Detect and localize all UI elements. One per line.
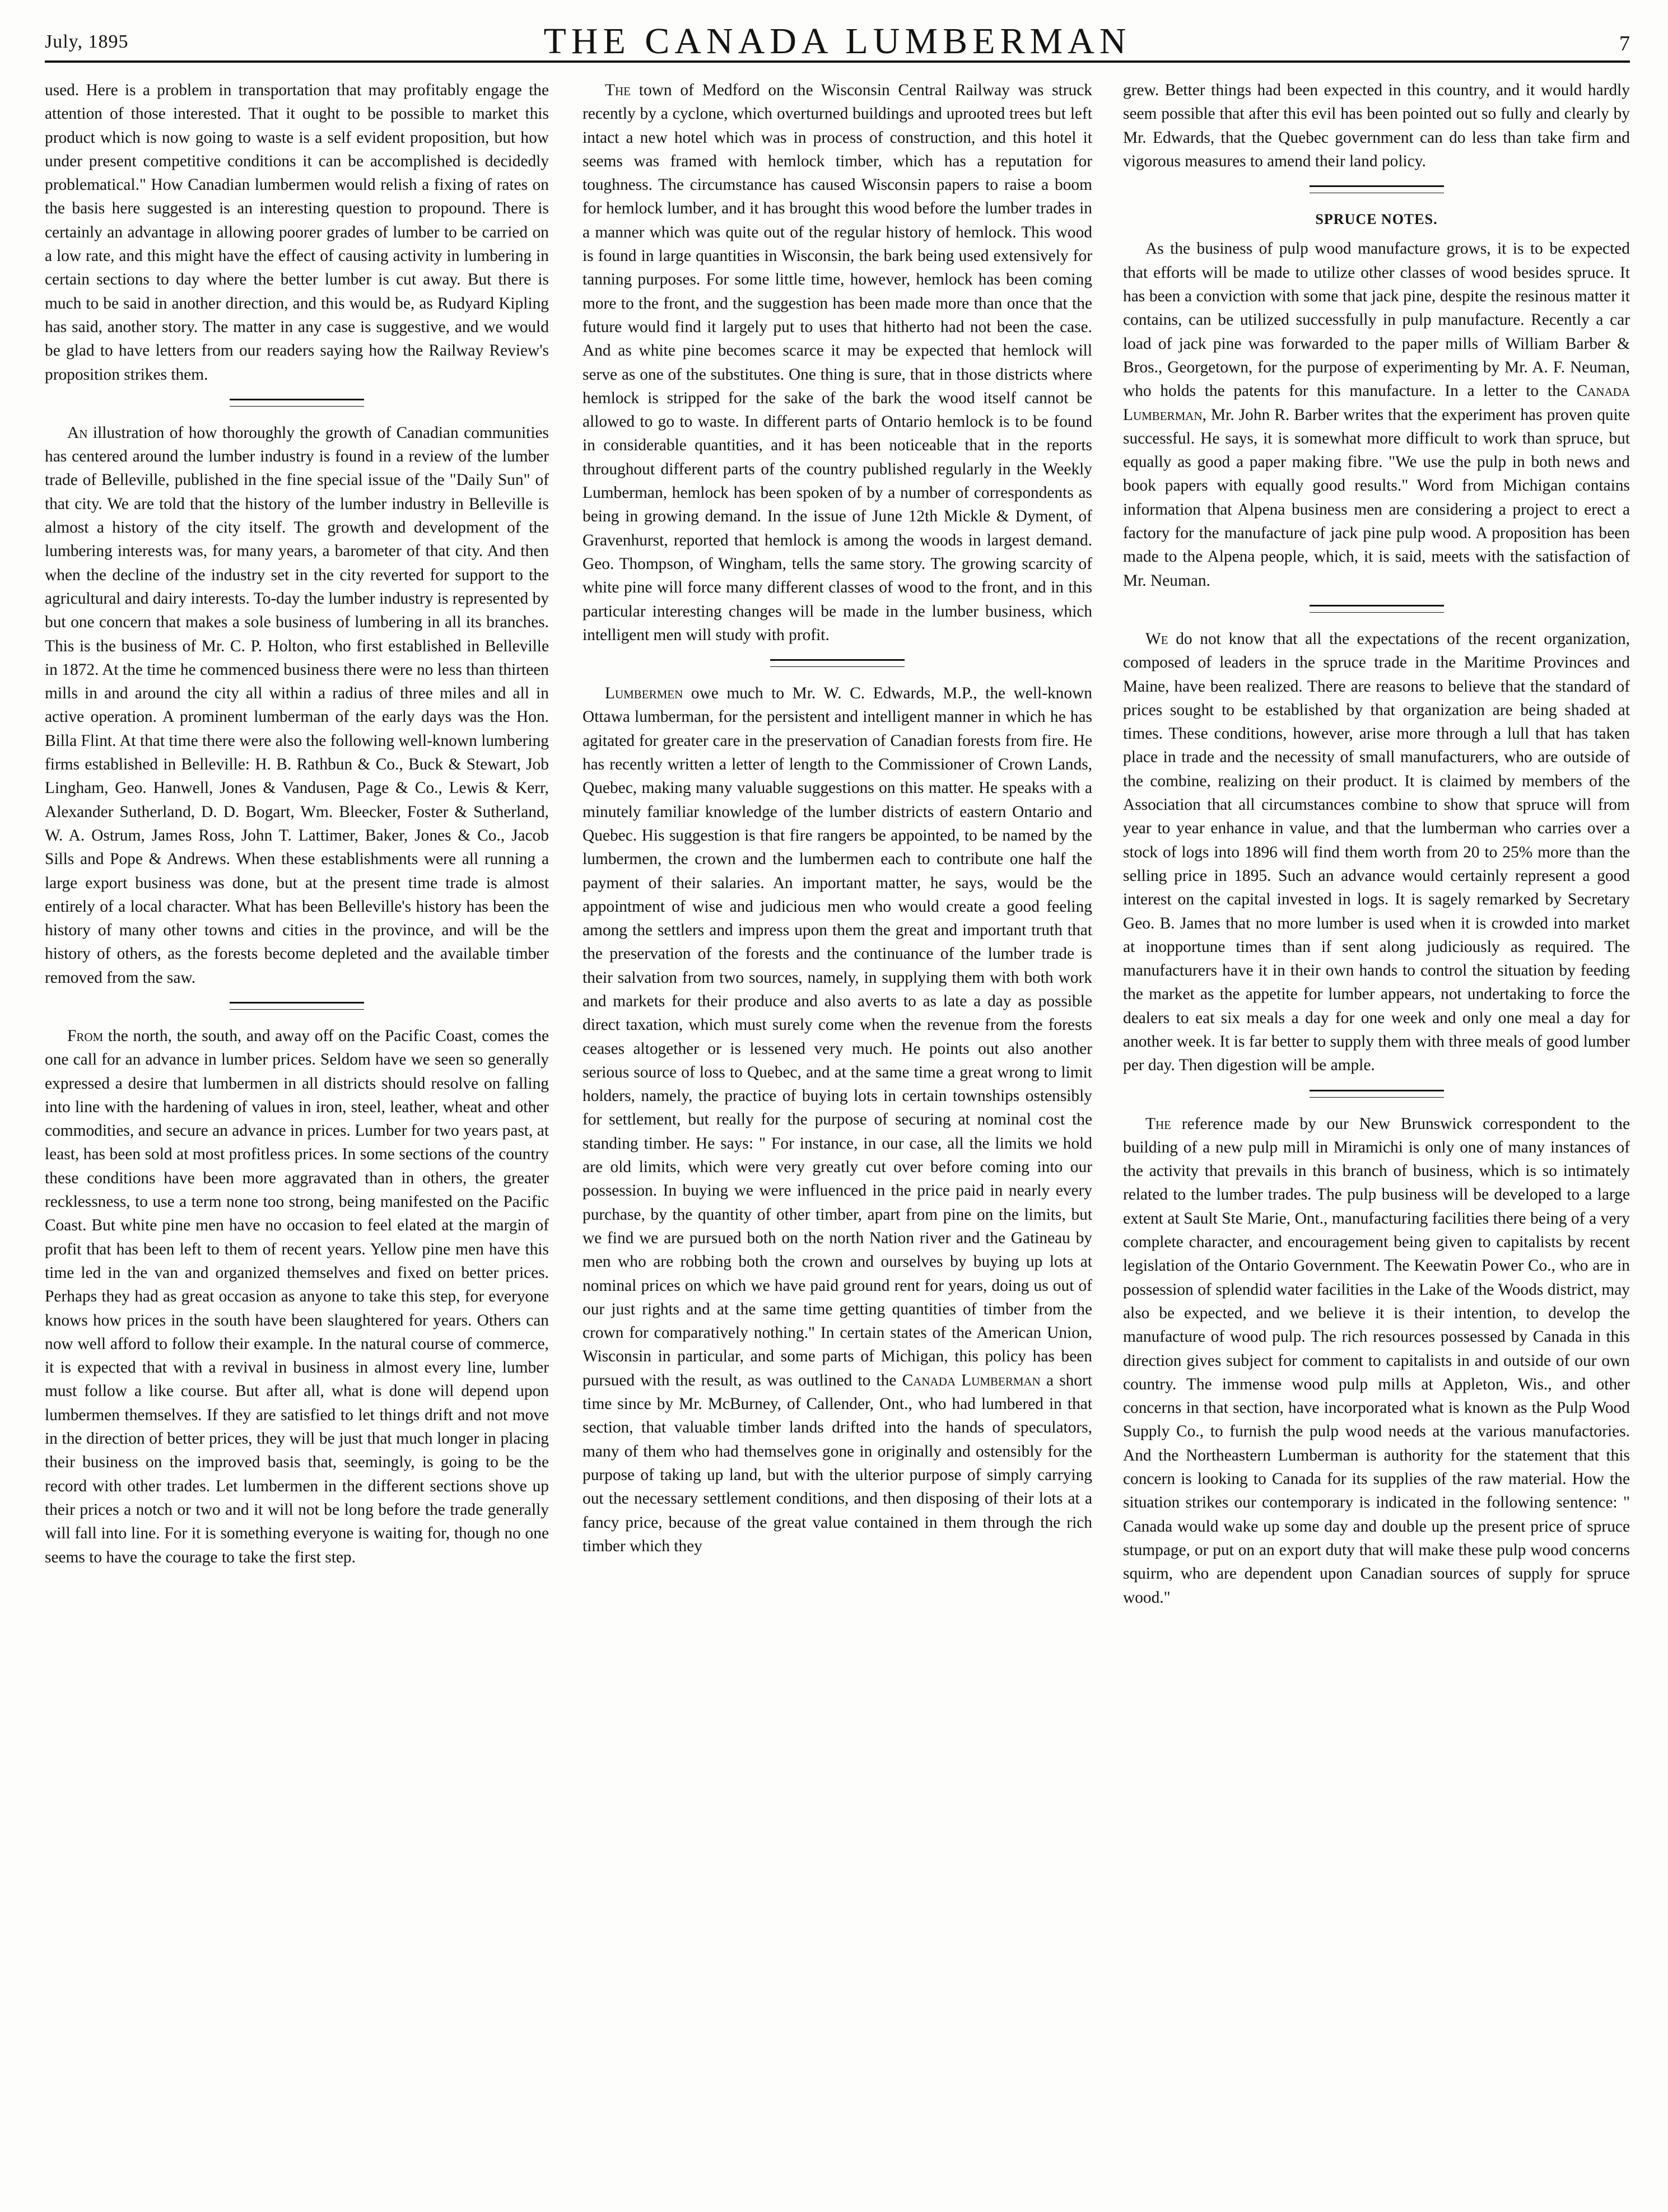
article-jack-pine-pulp: As the business of pulp wood manufacture grows, it is to be expected that efforts will be made to utilize other classes of wood besides spruce. It has been a conviction with some that jack pine, despite the resinous matter it contains, can be utilized successfully in pulp manufacture. Recently a car load of jack pine was forwarded to the paper mills of William Barber & Bros., Georgetown, for the purpose of experimenting by Mr. A. F. Neuman, who holds the patents for this manufacture. In a letter to the Canada Lumberman, Mr. John R. Barber writes that the experiment has proven quite successful. He says, it is somewhat more difficult to work than spruce, but equally as good a paper making fibre. "We use the pulp in both news and book papers with equally good results." Word from Michigan contains information that Alpena business men are considering a project to erect a factory for the manufacture of jack pine pulp wood. A proposition has been made to the Alpena people, which, it is said, meets with the satisfaction of Mr. Neuman. bbox=[1123, 240, 1630, 590]
section-divider bbox=[230, 1002, 364, 1010]
column-1 bbox=[45, 78, 549, 2184]
article-edwards-end: grew. Better things had been expected in this country, and it would hardly seem possible that after this evil has been pointed out so fully and clearly by Mr. Edwards, that the Quebec government can do less than take firm and vigorous measures to amend their land policy. bbox=[1123, 81, 1630, 170]
section-divider bbox=[1310, 185, 1444, 193]
section-divider bbox=[230, 399, 364, 407]
column-2 bbox=[583, 78, 1092, 2184]
article-belleville: An illustration of how thoroughly the growth of Canadian communities has centered around the lumber industry is found in a review of the lumber trade of Belleville, published in the fine special issue of the "Daily Sun" of that city. We are told that the history of the lumber industry in Belleville is almost a history of the city itself. The growth and development of the lumbering interests was, for many years, a barometer of that city. And then when the decline of the industry set in the city reverted for support to the agricultural and dairy interests. To-day the lumber industry is represented by but one concern that makes a sole business of lumbering in all its branches. This is the business of Mr. C. P. Holton, who first established in Belleville in 1872. At the time he commenced business there were no less than thirteen mills in and around the city all within a radius of three miles and all in active operation. A prominent lumberman of the early days was the Hon. Billa Flint. At that time there were also the following well-known lumbering firms established in Belleville: H. B. Rathbun & Co., Buck & Stewart, Job Lingham, Geo. Hanwell, Jones & Vandusen, Page & Co., Lewis & Kerr, Alexander Sutherland, D. D. Bogart, Wm. Bleecker, Foster & Sutherland, W. A. Ostrum, James Ross, John T. Lattimer, Baker, Jones & Co., Jacob Sills and Pope & Andrews. When these establishments were all running a large export business was done, but at the present time trade is almost entirely of a local character. What has been Belleville's history has been the history of many other towns and cities in the province, and will be the history of others, as the forests become depleted and the available timber removed from the saw. bbox=[45, 423, 549, 987]
article-railway-review-end: used. Here is a problem in transportation that may profitably engage the attention of those interested. That it ought to be possible to market this product which is now going to waste is a self evident proposition, but how under present competitive conditions it can be accomplished is decidedly problematical." How Canadian lumbermen would relish a fixing of rates on the basis here suggested is an interesting question to propound. There is certainly an advantage in allowing poorer grades of lumber to be carried on a low rate, and this might have the effect of causing activity in lumbering in certain sections to day where the better lumber is cut away. But there is much to be said in another direction, and this would be, as Rudyard Kipling has said, another story. The matter in any case is suggestive, and we would be glad to have letters from our readers saying how the Railway Review's proposition strikes them. bbox=[45, 81, 549, 384]
newspaper-title: THE CANADA LUMBERMAN bbox=[543, 21, 1131, 62]
column-3 bbox=[1123, 78, 1630, 2184]
section-heading-spruce-notes: SPRUCE NOTES. bbox=[1315, 211, 1438, 228]
article-edwards-forests: Lumbermen owe much to Mr. W. C. Edwards, M.P., the well-known Ottawa lumberman, for the persistent and intelligent manner in which he has agitated for greater care in the preservation of Canadian forests from fire. He has recently written a letter of length to the Commissioner of Crown Lands, Quebec, making many valuable suggestions on this matter. He speaks with a minutely familiar knowledge of the lumber districts of eastern Ontario and Quebec. His suggestion is that fire rangers be appointed, to be named by the lumbermen, the crown and the lumbermen each to contribute one half the payment of their salaries. An important matter, he says, would be the appointment of wise and judicious men who would create a good feeling among the settlers and impress upon them the great and important truth that the preservation of the forests and the continuance of the lumber trade is their salvation from two sources, namely, in supplying them with both work and markets for their produce and also averts to as late a day as possible direct taxation, which must surely come when the revenue from the forests ceases altogether or is lessened very much. He points out also another serious source of loss to Quebec, and at the same time a great wrong to limit holders, namely, the practice of buying lots in certain townships ostensibly for settlement, but really for the purpose of securing at nominal cost the standing timber. He says: " For instance, in our case, all the limits we hold are old limits, which were very greatly cut over before coming into our possession. In buying we were influenced in the price paid in nearly every purchase, by the quantity of other timber, apart from pine on the limits, but we find we are pursued both on the north Nation river and the Gatineau by men who are robbing both the crown and ourselves by buying up lots at nominal prices on which we have paid ground rent for years, doing us out of our just rights and at the same time getting quantities of timber from the crown for comparatively nothing." In certain states of the American Union, Wisconsin in particular, and some parts of Michigan, this policy has been pursued with the result, as was outlined to the Canada Lumberman a short time since by Mr. McBurney, of Callender, Ont., who had lumbered in that section, that valuable timber lands drifted into the hands of speculators, many of them who had themselves gone in originally and ostensibly for the purpose of taking up land, but with the ulterior purpose of simply carrying out the necessary settlement conditions, and then disposing of their lots at a fancy price, because of the great value contained in them through the rich timber which they bbox=[583, 684, 1092, 1555]
section-divider bbox=[1310, 605, 1444, 613]
section-divider bbox=[770, 659, 905, 667]
article-medford-hemlock: The town of Medford on the Wisconsin Central Railway was struck recently by a cyclone, which overturned buildings and uprooted trees but left intact a new hotel which was in process of construction, and this hotel it seems was framed with hemlock timber, which has a reputation for toughness. The circumstance has caused Wisconsin papers to raise a boom for hemlock lumber, and it has brought this wood before the lumber trades in a manner which was quite out of the regular history of hemlock. This wood is found in large quantities in Wisconsin, the bark being used extensively for tanning purposes. For some little time, however, hemlock has been coming more to the front, and the suggestion has been made more than once that the future would find it largely put to uses that hitherto had not been the case. And as white pine becomes scarce it may be expected that hemlock will serve as one of the substitutes. One thing is sure, that in those districts where hemlock is stripped for the sake of the bark the wood itself cannot be allowed to go to waste. In different parts of Ontario hemlock is to be found in considerable quantities, and it has been noticeable that in the reports throughout different parts of the country published regularly in the Weekly Lumberman, hemlock has been spoken of by a number of correspondents as being in growing demand. In the issue of June 12th Mickle & Dyment, of Gravenhurst, reported that hemlock is among the woods in largest demand. Geo. Thompson, of Wingham, tells the same story. The growing scarcity of white pine will force many different classes of wood to the front, and in this particular interesting changes will be made in the lumber business, which intelligent men will study with profit. bbox=[583, 81, 1092, 644]
masthead bbox=[45, 17, 1630, 63]
article-spruce-organization: We do not know that all the expectations of the recent organization, composed of leaders in the spruce trade in the Maritime Provinces and Maine, have been realized. There are reasons to believe that the standard of prices sought to be established by that organization are being shaded at times. These conditions, however, arise more through a lull that has taken place in trade and the necessity of small manufacturers, who are outside of the combine, realizing on their product. It is claimed by members of the Association that all circumstances combine to show that spruce will from year to year enhance in value, and that the lumberman who carries over a stock of logs into 1896 will find them worth from 20 to 25% more than the selling price in 1895. Such an advance would certainly represent a good interest on the capital invested in logs. It is sagely remarked by Secretary Geo. B. James that no more lumber is used when it is crowded into market at inopportune times than if sent along judiciously as required. The manufacturers have it in their own hands to control the situation by feeding the market as the appetite for lumber appears, not undertaking to force the dealers to eat six meals a day for one week and only one meal a day for another week. It is far better to supply them with three meals of good lumber per day. Then digestion will be ample. bbox=[1123, 629, 1630, 1075]
section-divider bbox=[1310, 1090, 1444, 1098]
issue-date: July, 1895 bbox=[45, 31, 129, 52]
page-number: 7 bbox=[1619, 32, 1630, 55]
newspaper-page bbox=[45, 17, 1630, 2195]
article-pulp-mill-miramichi: The reference made by our New Brunswick correspondent to the building of a new pulp mill in Miramichi is only one of many instances of the activity that prevails in this branch of business, which is so intimately related to the lumber trades. The pulp business will be developed to a large extent at Sault Ste Marie, Ont., manufacturing facilities there being of a very complete character, and encouragement being given to capitalists by recent legislation of the Ontario Government. The Keewatin Power Co., who are in possession of splendid water facilities in the Lake of the Woods district, may also be expected, and we believe it is their intention, to develop the manufacture of wood pulp. The rich resources possessed by Canada in this direction gives subject for comment to capitalists in and outside of our own country. The immense wood pulp mills at Appleton, Wis., and other concerns in that section, have incorporated what is known as the Pulp Wood Supply Co., to furnish the pulp wood needs at the various manufactories. And the Northeastern Lumberman is authority for the statement that this concern is looking to Canada for its supplies of the raw material. How the situation strikes our contemporary is indicated in the following sentence: " Canada would wake up some day and double up the present price of spruce stumpage, or put on an export duty that will make these pulp wood concerns squirm, who are dependent upon Canadian sources of supply for spruce wood." bbox=[1123, 1114, 1630, 1607]
article-lumber-prices: From the north, the south, and away off on the Pacific Coast, comes the one call for an advance in lumber prices. Seldom have we seen so generally expressed a desire that lumbermen in all districts should resolve on falling into line with the hardening of values in iron, steel, leather, wheat and other commodities, and secure an advance in prices. Lumber for two years past, at least, has been sold at most profitless prices. In some sections of the country these conditions have been more aggravated than in others, the greater recklessness, to use a term none too strong, being manifested on the Pacific Coast. But white pine men have no occasion to feel elated at the margin of profit that has been left to them of recent years. Yellow pine men have this time led in the van and organized themselves and fixed on better prices. Perhaps they had as great occasion as anyone to take this step, for everyone knows how prices in the south have been slaughtered for years. Others can now well afford to follow their example. In the natural course of commerce, it is expected that with a revival in business in almost every line, lumber must follow a like course. But after all, what is done will depend upon lumbermen themselves. If they are satisfied to let things drift and not move in the direction of better prices, they will be just that much longer in placing their business on the improved basis that, seemingly, is going to be the record with other trades. Let lumbermen in the different sections shove up their prices a notch or two and it will not be long before the trade generally will fall into line. For it is something everyone is waiting for, though no one seems to have the courage to take the first step. bbox=[45, 1026, 549, 1566]
